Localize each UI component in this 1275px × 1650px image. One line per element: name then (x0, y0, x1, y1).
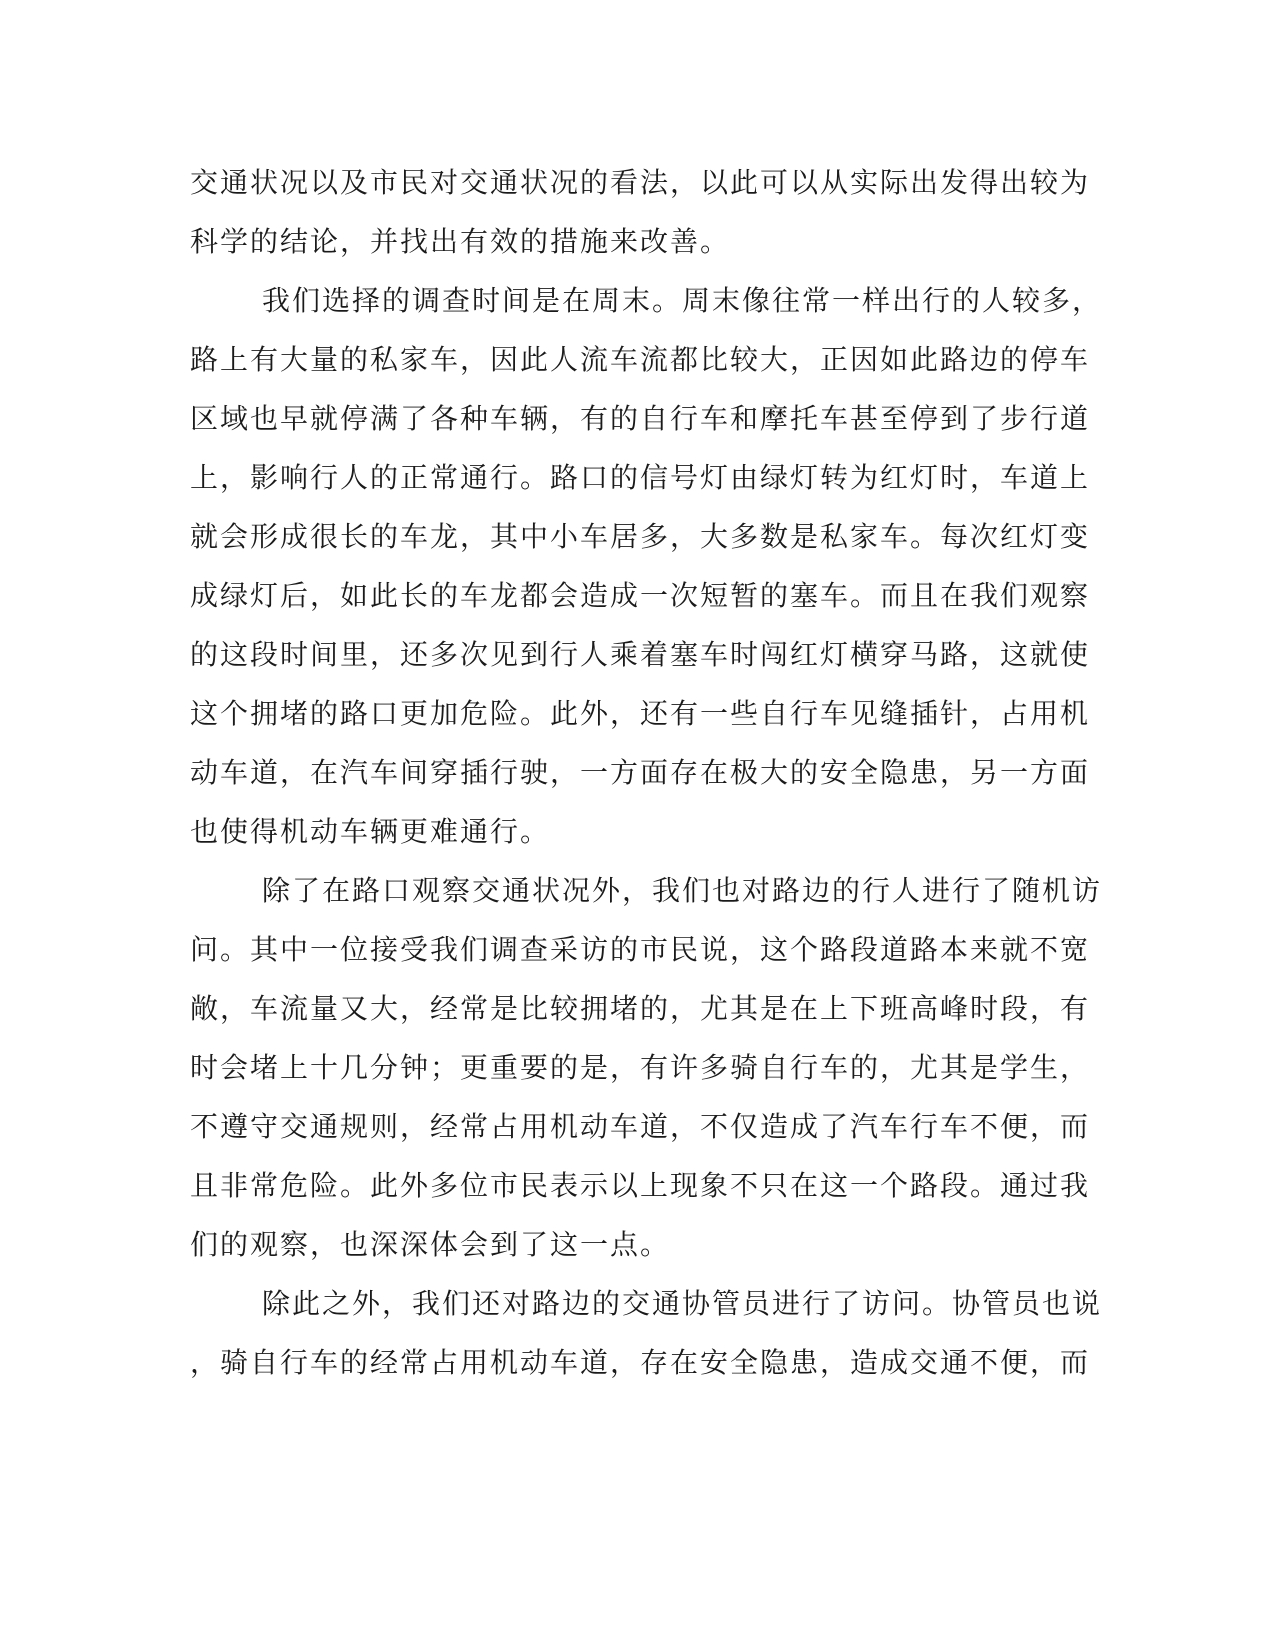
text-line: 这个拥堵的路口更加危险。此外，还有一些自行车见缝插针，占用机 (190, 697, 1091, 730)
text-line: 的这段时间里，还多次见到行人乘着塞车时闯红灯横穿马路，这就使 (190, 638, 1091, 671)
text-line: 区域也早就停满了各种车辆，有的自行车和摩托车甚至停到了步行道 (190, 402, 1091, 435)
text-line: 就会形成很长的车龙，其中小车居多，大多数是私家车。每次红灯变 (190, 520, 1091, 553)
text-line: 路上有大量的私家车，因此人流车流都比较大，正因如此路边的停车 (190, 343, 1091, 376)
text-line: 上，影响行人的正常通行。路口的信号灯由绿灯转为红灯时，车道上 (190, 461, 1091, 494)
text-line: 除了在路口观察交通状况外，我们也对路边的行人进行了随机访 (262, 874, 1103, 907)
text-line: 时会堵上十几分钟；更重要的是，有许多骑自行车的，尤其是学生， (190, 1051, 1091, 1084)
text-line: 们的观察，也深深体会到了这一点。 (190, 1228, 671, 1261)
text-line: 除此之外，我们还对路边的交通协管员进行了访问。协管员也说 (262, 1287, 1103, 1320)
text-line: 不遵守交通规则，经常占用机动车道，不仅造成了汽车行车不便，而 (190, 1110, 1091, 1143)
text-line: ，骑自行车的经常占用机动车道，存在安全隐患，造成交通不便，而 (190, 1346, 1091, 1379)
text-line: 也使得机动车辆更难通行。 (190, 815, 551, 848)
text-line: 交通状况以及市民对交通状况的看法，以此可以从实际出发得出较为 (190, 166, 1091, 199)
text-line: 动车道，在汽车间穿插行驶，一方面存在极大的安全隐患，另一方面 (190, 756, 1091, 789)
text-line: 成绿灯后，如此长的车龙都会造成一次短暂的塞车。而且在我们观察 (190, 579, 1091, 612)
text-line: 问。其中一位接受我们调查采访的市民说，这个路段道路本来就不宽 (190, 933, 1091, 966)
text-line: 敞，车流量又大，经常是比较拥堵的，尤其是在上下班高峰时段，有 (190, 992, 1091, 1025)
text-line: 且非常危险。此外多位市民表示以上现象不只在这一个路段。通过我 (190, 1169, 1091, 1202)
text-line: 我们选择的调查时间是在周末。周末像往常一样出行的人较多， (262, 284, 1103, 317)
text-line: 科学的结论，并找出有效的措施来改善。 (190, 225, 731, 258)
